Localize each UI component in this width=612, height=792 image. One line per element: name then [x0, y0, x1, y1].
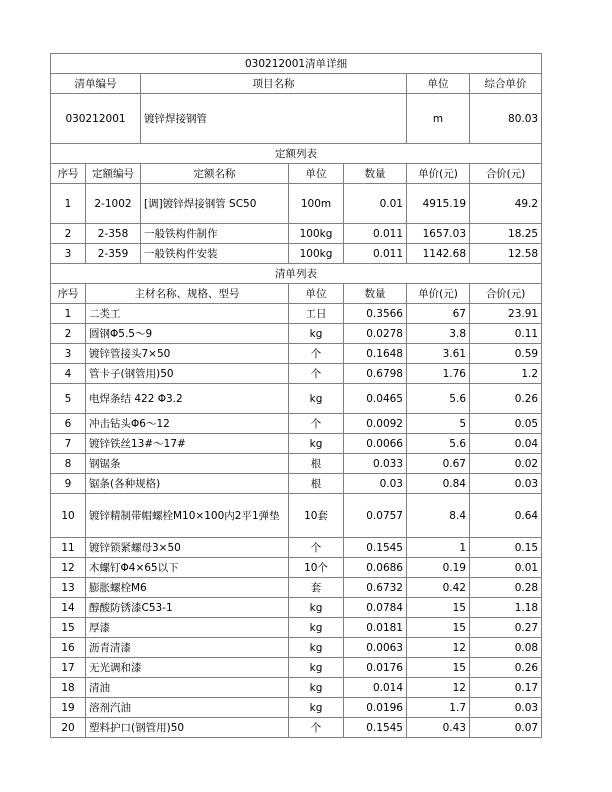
material-name: 醇酸防锈漆C53-1 [86, 598, 289, 618]
material-price: 0.42 [407, 578, 470, 598]
quota-qty: 0.011 [344, 244, 407, 264]
quota-header-qty: 数量 [344, 164, 407, 184]
material-total: 0.26 [470, 384, 542, 414]
material-unit: 套 [289, 578, 344, 598]
material-index: 18 [51, 678, 86, 698]
material-index: 11 [51, 538, 86, 558]
material-qty: 0.6798 [344, 364, 407, 384]
material-total: 0.07 [470, 718, 542, 738]
material-total: 1.18 [470, 598, 542, 618]
table-title: 030212001清单详细 [51, 54, 542, 74]
material-total: 0.03 [470, 474, 542, 494]
quota-header-total: 合价(元) [470, 164, 542, 184]
material-index: 9 [51, 474, 86, 494]
material-total: 0.03 [470, 698, 542, 718]
material-row [51, 384, 542, 414]
material-row [51, 304, 542, 324]
material-unit: 个 [289, 344, 344, 364]
material-total: 1.2 [470, 364, 542, 384]
material-index: 2 [51, 324, 86, 344]
material-total: 0.59 [470, 344, 542, 364]
material-name: 镀锌精制带帽螺栓M10×100内2平1弹垫 [86, 494, 289, 538]
quota-header-unit: 单位 [289, 164, 344, 184]
material-qty: 0.0066 [344, 434, 407, 454]
material-total: 0.28 [470, 578, 542, 598]
material-unit: 工日 [289, 304, 344, 324]
material-unit: kg [289, 384, 344, 414]
material-index: 4 [51, 364, 86, 384]
material-index: 14 [51, 598, 86, 618]
material-qty: 0.0465 [344, 384, 407, 414]
materials-header-qty: 数量 [344, 284, 407, 304]
material-name: 镀锌铁丝13#～17# [86, 434, 289, 454]
material-total: 0.26 [470, 658, 542, 678]
quota-row [51, 244, 542, 264]
quota-unit: 100kg [289, 244, 344, 264]
material-row [51, 494, 542, 538]
material-price: 15 [407, 618, 470, 638]
material-price: 12 [407, 638, 470, 658]
material-unit: 个 [289, 718, 344, 738]
bill-header-unit: 单位 [407, 74, 470, 94]
material-price: 0.19 [407, 558, 470, 578]
material-price: 5.6 [407, 434, 470, 454]
material-row [51, 718, 542, 738]
material-row [51, 638, 542, 658]
material-row [51, 618, 542, 638]
quota-price: 4915.19 [407, 184, 470, 224]
material-qty: 0.03 [344, 474, 407, 494]
material-index: 5 [51, 384, 86, 414]
quota-total: 18.25 [470, 224, 542, 244]
bill-code: 030212001 [51, 94, 141, 144]
material-price: 1.76 [407, 364, 470, 384]
material-total: 0.15 [470, 538, 542, 558]
bill-unit-price: 80.03 [470, 94, 542, 144]
quota-total: 49.2 [470, 184, 542, 224]
material-row [51, 558, 542, 578]
quota-code: 2-1002 [86, 184, 141, 224]
material-index: 16 [51, 638, 86, 658]
quota-header-name: 定额名称 [141, 164, 289, 184]
material-row [51, 538, 542, 558]
bill-name: 镀锌焊接钢管 [141, 94, 407, 144]
material-price: 67 [407, 304, 470, 324]
material-row [51, 598, 542, 618]
quota-unit: 100m [289, 184, 344, 224]
materials-header-unit: 单位 [289, 284, 344, 304]
material-unit: 10套 [289, 494, 344, 538]
materials-header-name: 主材名称、规格、型号 [86, 284, 289, 304]
material-unit: 根 [289, 474, 344, 494]
quota-unit: 100kg [289, 224, 344, 244]
material-unit: kg [289, 598, 344, 618]
quota-price: 1657.03 [407, 224, 470, 244]
material-price: 8.4 [407, 494, 470, 538]
material-price: 15 [407, 658, 470, 678]
material-row [51, 698, 542, 718]
material-name: 塑料护口(钢管用)50 [86, 718, 289, 738]
material-qty: 0.0092 [344, 414, 407, 434]
material-unit: kg [289, 324, 344, 344]
material-qty: 0.0176 [344, 658, 407, 678]
material-price: 1 [407, 538, 470, 558]
material-row [51, 658, 542, 678]
material-row [51, 414, 542, 434]
material-total: 0.08 [470, 638, 542, 658]
material-name: 无光调和漆 [86, 658, 289, 678]
material-index: 19 [51, 698, 86, 718]
quota-header-price: 单价(元) [407, 164, 470, 184]
quota-code: 2-359 [86, 244, 141, 264]
materials-section-title: 清单列表 [51, 264, 542, 284]
quota-index: 2 [51, 224, 86, 244]
material-unit: kg [289, 698, 344, 718]
material-price: 12 [407, 678, 470, 698]
bill-header-price: 综合单价 [470, 74, 542, 94]
material-name: 镀锌锁紧螺母3×50 [86, 538, 289, 558]
material-total: 0.04 [470, 434, 542, 454]
quota-code: 2-358 [86, 224, 141, 244]
material-qty: 0.1545 [344, 538, 407, 558]
material-unit: 10个 [289, 558, 344, 578]
material-qty: 0.0757 [344, 494, 407, 538]
material-row [51, 434, 542, 454]
quota-qty: 0.01 [344, 184, 407, 224]
material-price: 5 [407, 414, 470, 434]
material-qty: 0.0181 [344, 618, 407, 638]
material-index: 12 [51, 558, 86, 578]
material-qty: 0.033 [344, 454, 407, 474]
material-unit: 根 [289, 454, 344, 474]
material-name: 厚漆 [86, 618, 289, 638]
quota-index: 3 [51, 244, 86, 264]
material-name: 管卡子(钢管用)50 [86, 364, 289, 384]
material-name: 电焊条结 422 Φ3.2 [86, 384, 289, 414]
material-row [51, 454, 542, 474]
material-unit: 个 [289, 414, 344, 434]
quota-header-index: 序号 [51, 164, 86, 184]
quota-name: 一般铁构件安装 [141, 244, 289, 264]
material-name: 镀锌管接头7×50 [86, 344, 289, 364]
bill-header-code: 清单编号 [51, 74, 141, 94]
material-price: 5.6 [407, 384, 470, 414]
material-price: 0.67 [407, 454, 470, 474]
material-name: 沥青清漆 [86, 638, 289, 658]
material-index: 3 [51, 344, 86, 364]
material-name: 膨胀螺栓M6 [86, 578, 289, 598]
material-unit: kg [289, 618, 344, 638]
material-total: 0.02 [470, 454, 542, 474]
material-price: 3.61 [407, 344, 470, 364]
material-unit: kg [289, 678, 344, 698]
material-total: 0.05 [470, 414, 542, 434]
materials-header-index: 序号 [51, 284, 86, 304]
material-name: 圆钢Φ5.5～9 [86, 324, 289, 344]
material-name: 二类工 [86, 304, 289, 324]
material-price: 0.84 [407, 474, 470, 494]
material-row [51, 324, 542, 344]
material-index: 13 [51, 578, 86, 598]
material-qty: 0.0784 [344, 598, 407, 618]
material-unit: 个 [289, 364, 344, 384]
material-index: 17 [51, 658, 86, 678]
material-index: 6 [51, 414, 86, 434]
material-total: 23.91 [470, 304, 542, 324]
material-name: 木螺钉Φ4×65以下 [86, 558, 289, 578]
material-index: 8 [51, 454, 86, 474]
material-index: 7 [51, 434, 86, 454]
material-name: 冲击钻头Φ6～12 [86, 414, 289, 434]
material-total: 0.01 [470, 558, 542, 578]
bill-unit: m [407, 94, 470, 144]
material-name: 清油 [86, 678, 289, 698]
material-qty: 0.0686 [344, 558, 407, 578]
material-unit: 个 [289, 538, 344, 558]
material-qty: 0.014 [344, 678, 407, 698]
bill-header-name: 项目名称 [141, 74, 407, 94]
material-row [51, 474, 542, 494]
material-row [51, 364, 542, 384]
material-qty: 0.1648 [344, 344, 407, 364]
quota-price: 1142.68 [407, 244, 470, 264]
material-price: 0.43 [407, 718, 470, 738]
material-qty: 0.6732 [344, 578, 407, 598]
material-price: 3.8 [407, 324, 470, 344]
material-index: 15 [51, 618, 86, 638]
material-index: 10 [51, 494, 86, 538]
quota-header-code: 定额编号 [86, 164, 141, 184]
material-price: 15 [407, 598, 470, 618]
material-qty: 0.0196 [344, 698, 407, 718]
material-index: 20 [51, 718, 86, 738]
material-unit: kg [289, 434, 344, 454]
quota-row [51, 184, 542, 224]
quota-total: 12.58 [470, 244, 542, 264]
materials-header-total: 合价(元) [470, 284, 542, 304]
quota-name: 一般铁构件制作 [141, 224, 289, 244]
material-name: 钢锯条 [86, 454, 289, 474]
material-qty: 0.1545 [344, 718, 407, 738]
quota-qty: 0.011 [344, 224, 407, 244]
quota-row [51, 224, 542, 244]
quota-index: 1 [51, 184, 86, 224]
material-total: 0.11 [470, 324, 542, 344]
material-price: 1.7 [407, 698, 470, 718]
material-total: 0.64 [470, 494, 542, 538]
material-row [51, 344, 542, 364]
bill-detail-table [50, 53, 542, 738]
material-qty: 0.3566 [344, 304, 407, 324]
material-total: 0.17 [470, 678, 542, 698]
material-qty: 0.0063 [344, 638, 407, 658]
material-row [51, 578, 542, 598]
material-name: 锯条(各种规格) [86, 474, 289, 494]
material-row [51, 678, 542, 698]
material-total: 0.27 [470, 618, 542, 638]
material-name: 溶剂汽油 [86, 698, 289, 718]
material-index: 1 [51, 304, 86, 324]
material-unit: kg [289, 638, 344, 658]
material-unit: kg [289, 658, 344, 678]
material-qty: 0.0278 [344, 324, 407, 344]
quota-section-title: 定额列表 [51, 144, 542, 164]
materials-header-price: 单价(元) [407, 284, 470, 304]
quota-name: [调]镀锌焊接钢管 SC50 [141, 184, 289, 224]
